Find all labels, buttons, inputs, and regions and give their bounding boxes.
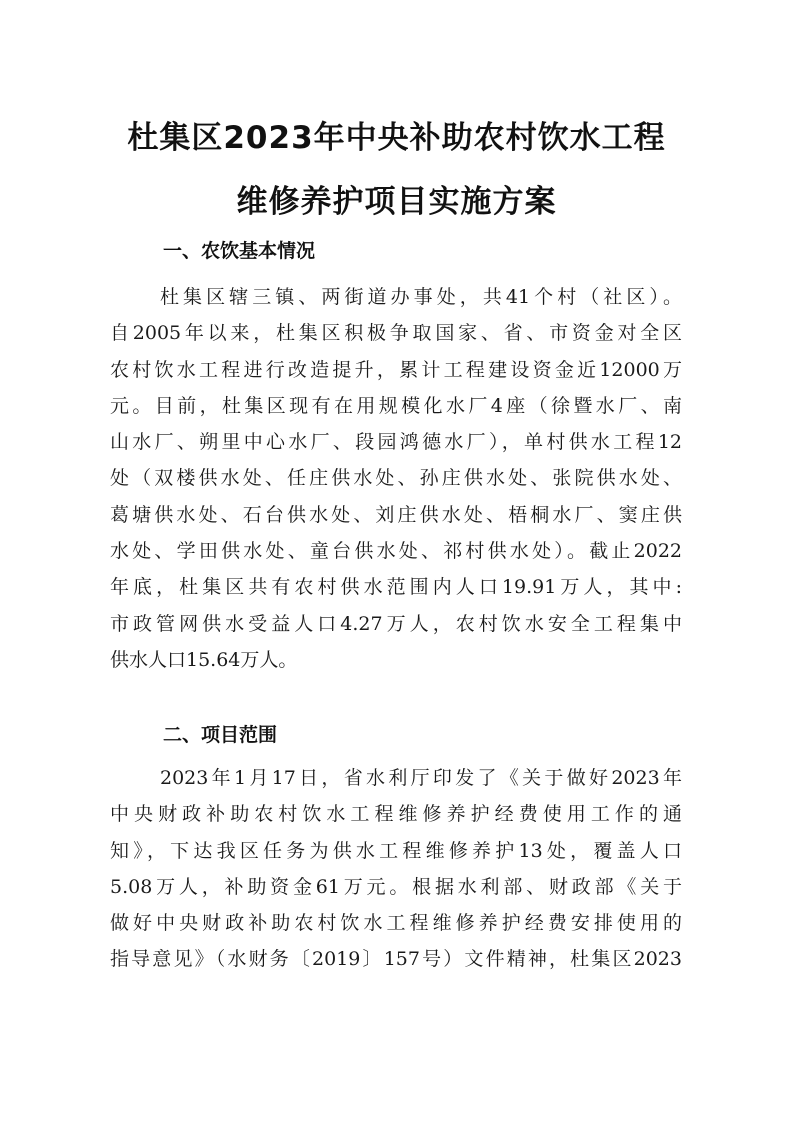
paragraph-line: 市政管网供水受益人口4.27万人，农村饮水安全工程集中 <box>110 612 682 635</box>
section-heading-basic-situation: 一、农饮基本情况 <box>163 240 316 262</box>
section-project-scope-paragraph <box>110 760 682 978</box>
paragraph-line: 山水厂、朔里中心水厂、段园鸿德水厂），单村供水工程12 <box>110 431 682 454</box>
paragraph-line: 做好中央财政补助农村饮水工程维修养护经费安排使用的 <box>110 912 682 935</box>
paragraph-line: 杜集区辖三镇、两街道办事处，共41个村（社区）。 <box>160 286 682 308</box>
paragraph-line: 自2005年以来，杜集区积极争取国家、省、市资金对全区 <box>110 322 682 345</box>
paragraph-line: 知》，下达我区任务为供水工程维修养护13处，覆盖人口 <box>110 839 682 862</box>
paragraph-line: 2023年1月17日，省水利厅印发了《关于做好2023年 <box>160 767 682 789</box>
paragraph-line: 指导意见》（水财务〔2019〕157号）文件精神，杜集区2023 <box>110 948 682 971</box>
document-title-line-1: 杜集区2023年中央补助农村饮水工程 <box>127 120 666 156</box>
paragraph-line: 农村饮水工程进行改造提升，累计工程建设资金近12000万 <box>110 358 682 381</box>
section-heading-project-scope: 二、项目范围 <box>163 724 278 746</box>
document-title-line-2: 维修养护项目实施方案 <box>236 184 557 220</box>
section-basic-situation-paragraph <box>110 279 682 678</box>
paragraph-line: 5.08万人，补助资金61万元。根据水利部、财政部《关于 <box>110 875 682 898</box>
paragraph-line: 水处、学田供水处、童台供水处、祁村供水处）。截止2022 <box>110 540 682 563</box>
paragraph-line: 葛塘供水处、石台供水处、刘庄供水处、梧桐水厂、窦庄供 <box>110 503 682 526</box>
paragraph-line: 年底，杜集区共有农村供水范围内人口19.91万人，其中: <box>110 576 682 599</box>
paragraph-line: 处（双楼供水处、任庄供水处、孙庄供水处、张院供水处、 <box>110 467 682 490</box>
paragraph-line: 元。目前，杜集区现有在用规模化水厂4座（徐暨水厂、南 <box>110 394 682 417</box>
paragraph-line: 供水人口15.64万人。 <box>110 648 298 671</box>
paragraph-line: 中央财政补助农村饮水工程维修养护经费使用工作的通 <box>110 803 682 826</box>
